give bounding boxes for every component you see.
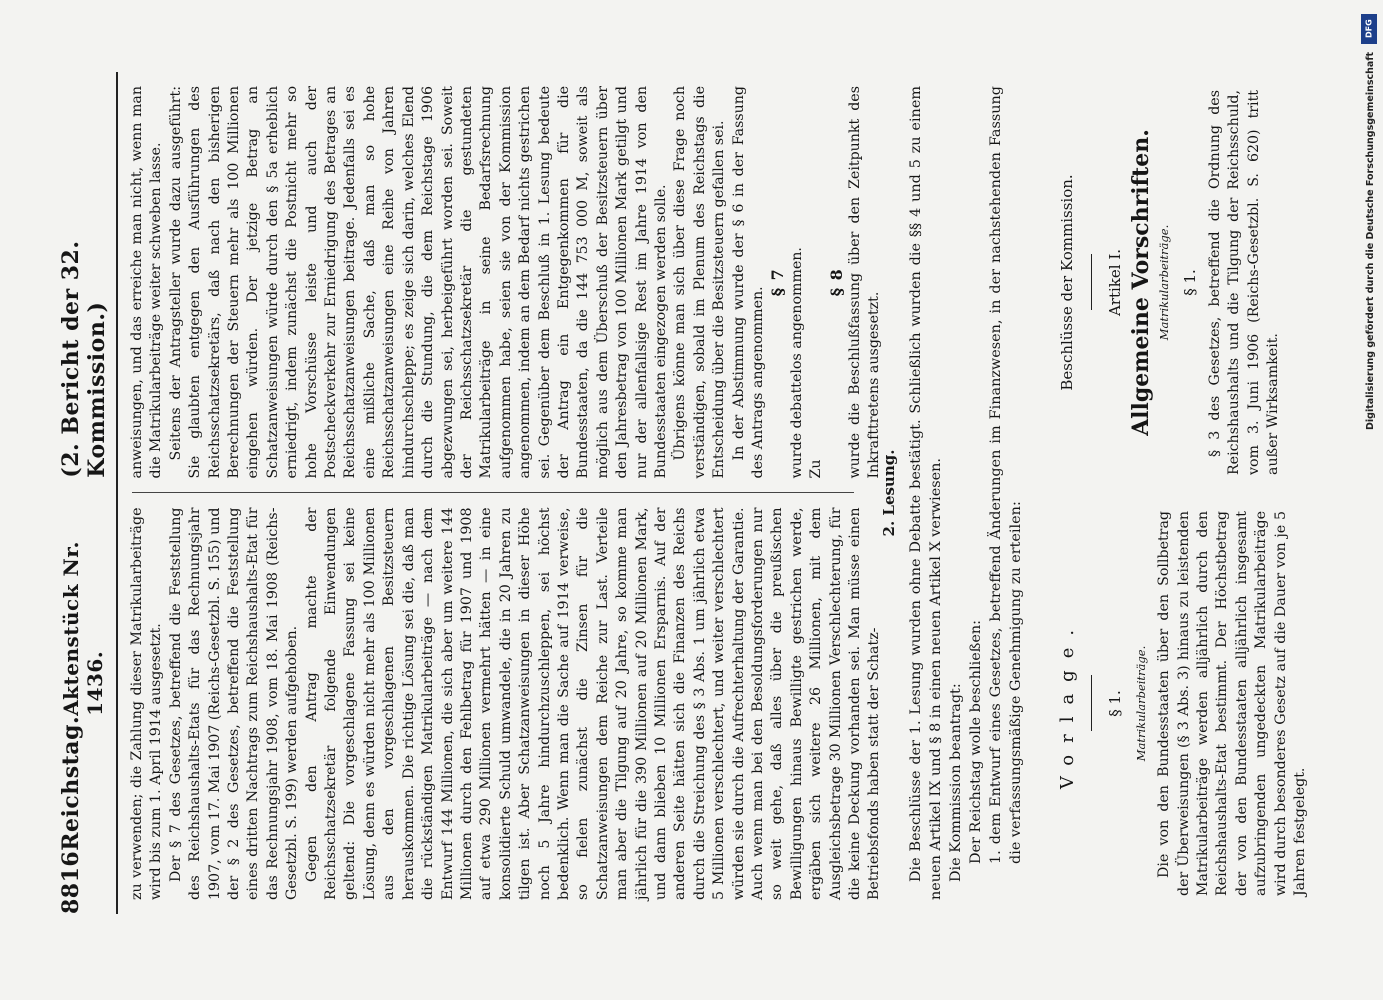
digitization-stamp bbox=[1361, 14, 1377, 989]
paragraph: Seitens der Antragsteller wurde dazu ausgeführt: Sie glaubten entgegen den Ausführungen des Reichsschatzsekretärs, daß nach den bisherigen Berechnungen der Steuern mehr als 100 Millionen eingehen würden. Der jetzige Betrag an Schatzanweisungen würde durch den § 5a erheblich erniedrigt, indem zunächst die Postnicht mehr so hohe Vorschüsse leiste und auch der Postscheckverkehr zur Erniedrigung des Betrages an Reichsschatzanweisungen beitrage. Jedenfalls sei es eine mißliche Sache, daß man so hohe Reichsschatzanweisungen eine Reihe von Jahren hindurchschleppe; es zeige sich darin, welches Elend durch die Stundung, die dem Reichstage 1906 abgezwungen sei, herbeigeführt worden sei. Soweit der Reichsschatzsekretär die gestundeten Matrikularbeiträge in seine Bedarfsrechnung aufgenommen habe, seien sie von der Kommission angenommen, indem an dem Bedarf nichts gestrichen sei. Gegenüber dem Beschluß in 1. Lesung bedeute der Antrag ein Entgegenkommen für die Bundesstaaten, da die 144 753 000 M, soweit als möglich aus dem Überschuß der Besitzsteuern über den Jahresbetrag von 100 Millionen Mark getilgt und nur der allenfallsige Rest im Jahre 1914 von den Bundesstaaten eingezogen werden solle. bbox=[167, 86, 669, 479]
digitization-notice: Digitalisierung gefördert durch die Deutsche Forschungsgemeinschaft bbox=[1365, 52, 1376, 430]
kommission-subheading: Matrikularbeiträge. bbox=[1157, 224, 1172, 341]
column-right bbox=[128, 72, 883, 493]
section-8-heading: § 8 bbox=[826, 268, 846, 297]
header-left-title: Reichstag. bbox=[58, 715, 84, 851]
section-8-text: wurde die Beschlußfassung über den Zeitpunkt des Inkrafttretens ausgesetzt. bbox=[847, 86, 883, 479]
vorlage-column bbox=[1052, 493, 1314, 914]
kommission-heading: Beschlüsse der Kommission. bbox=[1058, 174, 1076, 391]
two-column-body bbox=[128, 72, 883, 914]
article-title: Allgemeine Vorschriften. bbox=[1127, 129, 1154, 436]
paragraph: In der Abstimmung wurde der § 6 in der Fassung des Antrags angenommen. bbox=[730, 86, 766, 479]
second-reading-body bbox=[906, 72, 1026, 914]
second-reading-heading: 2. Lesung. bbox=[880, 449, 898, 537]
section-7-text: wurde debattelos angenommen. bbox=[788, 247, 805, 479]
page-number: 8816 bbox=[58, 850, 84, 914]
resolution-item-1: 1. dem Entwurf eines Gesetzes, betreffend Änderungen im Finanzwesen, in der nachstehenden Fassung die verfassungsmäßige Genehmigung zu erteilen: bbox=[988, 86, 1024, 864]
comparison-columns bbox=[1052, 72, 1314, 914]
kommission-column bbox=[1052, 72, 1314, 493]
paragraph: zu verwenden; die Zahlung dieser Matrikularbeiträge wird bis zum 1. April 1914 ausgesetzt. bbox=[129, 507, 165, 900]
paragraph: anweisungen, und das erreiche man nicht, wenn man die Matrikularbeiträge weiter schweben lasse. bbox=[129, 86, 165, 479]
header-center-title: Aktenstück Nr. 1436. bbox=[59, 541, 107, 716]
vorlage-text: Die von den Bundesstaaten über den Sollbetrag der Überweisungen (§ 3 Abs. 3) hinaus zu leistenden Matrikularbeiträge werden alljährlich durch den Reichshaushalts-Etat bestimmt. Der Höchstbetrag der von den Bundesstaaten alljährlich insgesamt aufzubringenden ungedeckten Matrikularbeiträge wird durch besonderes Gesetz auf die Dauer von je 5 Jahren festgelegt. bbox=[1156, 511, 1309, 896]
dfg-logo: DFG bbox=[1361, 14, 1377, 44]
page-header bbox=[58, 72, 118, 914]
section-8-prefix: Zu bbox=[808, 459, 825, 479]
vorlage-section: § 1. bbox=[1106, 690, 1125, 717]
short-rule bbox=[1091, 255, 1092, 311]
paragraph: Gegen den Antrag machte der Reichsschatzsekretär folgende Einwendungen geltend: Die vorgeschlagene Fassung sei keine Lösung, denn es würden nicht mehr als 100 Millionen aus den vorgeschlagenen Besitzsteuern herauskommen. Die richtige Lösung sei die, daß man die rückständigen Matrikularbeiträge — nach dem Entwurf 144 Millionen, die sich aber um weitere 144 Millionen durch den Fehlbetrag für 1907 und 1908 auf etwa 290 Millionen vermehrt hätten — in eine konsolidierte Schuld umwandele, die in 20 Jahren zu tilgen ist. Aber Schatzanweisungen in dieser Höhe noch 5 Jahre hindurchzuschleppen, sei höchst bedenklich. Wenn man die Sache auf 1914 verweise, so fielen zunächst die Zinsen für die Schatzanweisungen dem Reiche zur Last. Verteile man aber die Tilgung auf 20 Jahre, so komme man jährlich für die 390 Millionen auf 20 Millionen Mark, und dann blieben 10 Millionen Ersparnis. Auf der anderen Seite hätten sich die Finanzen des Reichs durch die Streichung des § 3 Abs. 1 um jährlich etwa 5 Millionen verschlechtert, und weiter verschlechtert würden sie durch die Aufrechterhaltung der Garantie. Auch wenn man bei den Besoldungsforderungen nur so weit gehe, daß alles über die preußischen Bewilligungen hinaus Bewilligte gestrichen werde, ergäben sich weitere 26 Millionen, mit dem Ausgleichsbetrage 30 Millionen Verschlechterung, für die keine Deckung vorhanden sei. Man müsse einen Betriebsfonds haben statt der Schatz- bbox=[303, 507, 883, 900]
paragraph: Übrigens könne man sich über diese Frage noch verständigen, sobald im Plenum des Reichstags die Entscheidung über die Besitzsteuern gefallen sei. bbox=[672, 86, 728, 479]
kommission-section: § 1. bbox=[1180, 269, 1199, 296]
reichstag-resolution: Der Reichstag wolle beschließen: bbox=[968, 619, 984, 864]
commission-motion: Die Kommission beantragt: bbox=[948, 683, 964, 882]
paragraph: Der § 7 des Gesetzes, betreffend die Feststellung des Reichshaushalts-Etats für das Rechnungsjahr 1907, vom 17. Mai 1907 (Reichs-Gesetzbl. S. 155) und der § 2 des Gesetzes, betreffend die Feststellung eines dritten Nachtrags zum Reichshaushalts-Etat für das Rechnungsjahr 1908, vom 18. Mai 1908 (Reichs-Gesetzbl. S. 199) werden aufgehoben. bbox=[167, 507, 301, 900]
section-7-heading: § 7 bbox=[768, 268, 788, 297]
article-heading: Artikel I. bbox=[1106, 248, 1125, 317]
vorlage-subheading: Matrikularbeiträge. bbox=[1133, 645, 1148, 762]
second-reading-text: Die Beschlüsse der 1. Lesung wurden ohne Debatte bestätigt. Schließlich wurden die §§ 4 und 5 zu einem neuen Artikel IX und § 8 in einen neuen Artikel X verwiesen. bbox=[908, 86, 944, 900]
kommission-text: § 3 des Gesetzes, betreffend die Ordnung des Reichshaushalts und die Tilgung der Reichsschuld, vom 3. Juni 1906 (Reichs-Gesetzbl. S. 620) tritt außer Wirksamkeit. bbox=[1207, 90, 1282, 475]
header-right-title: (2. Bericht der 32. Kommission.) bbox=[58, 240, 110, 478]
vorlage-heading: Vorlage. bbox=[1057, 617, 1078, 790]
short-rule bbox=[1091, 676, 1092, 732]
column-divider bbox=[132, 493, 854, 494]
column-left bbox=[128, 494, 883, 915]
